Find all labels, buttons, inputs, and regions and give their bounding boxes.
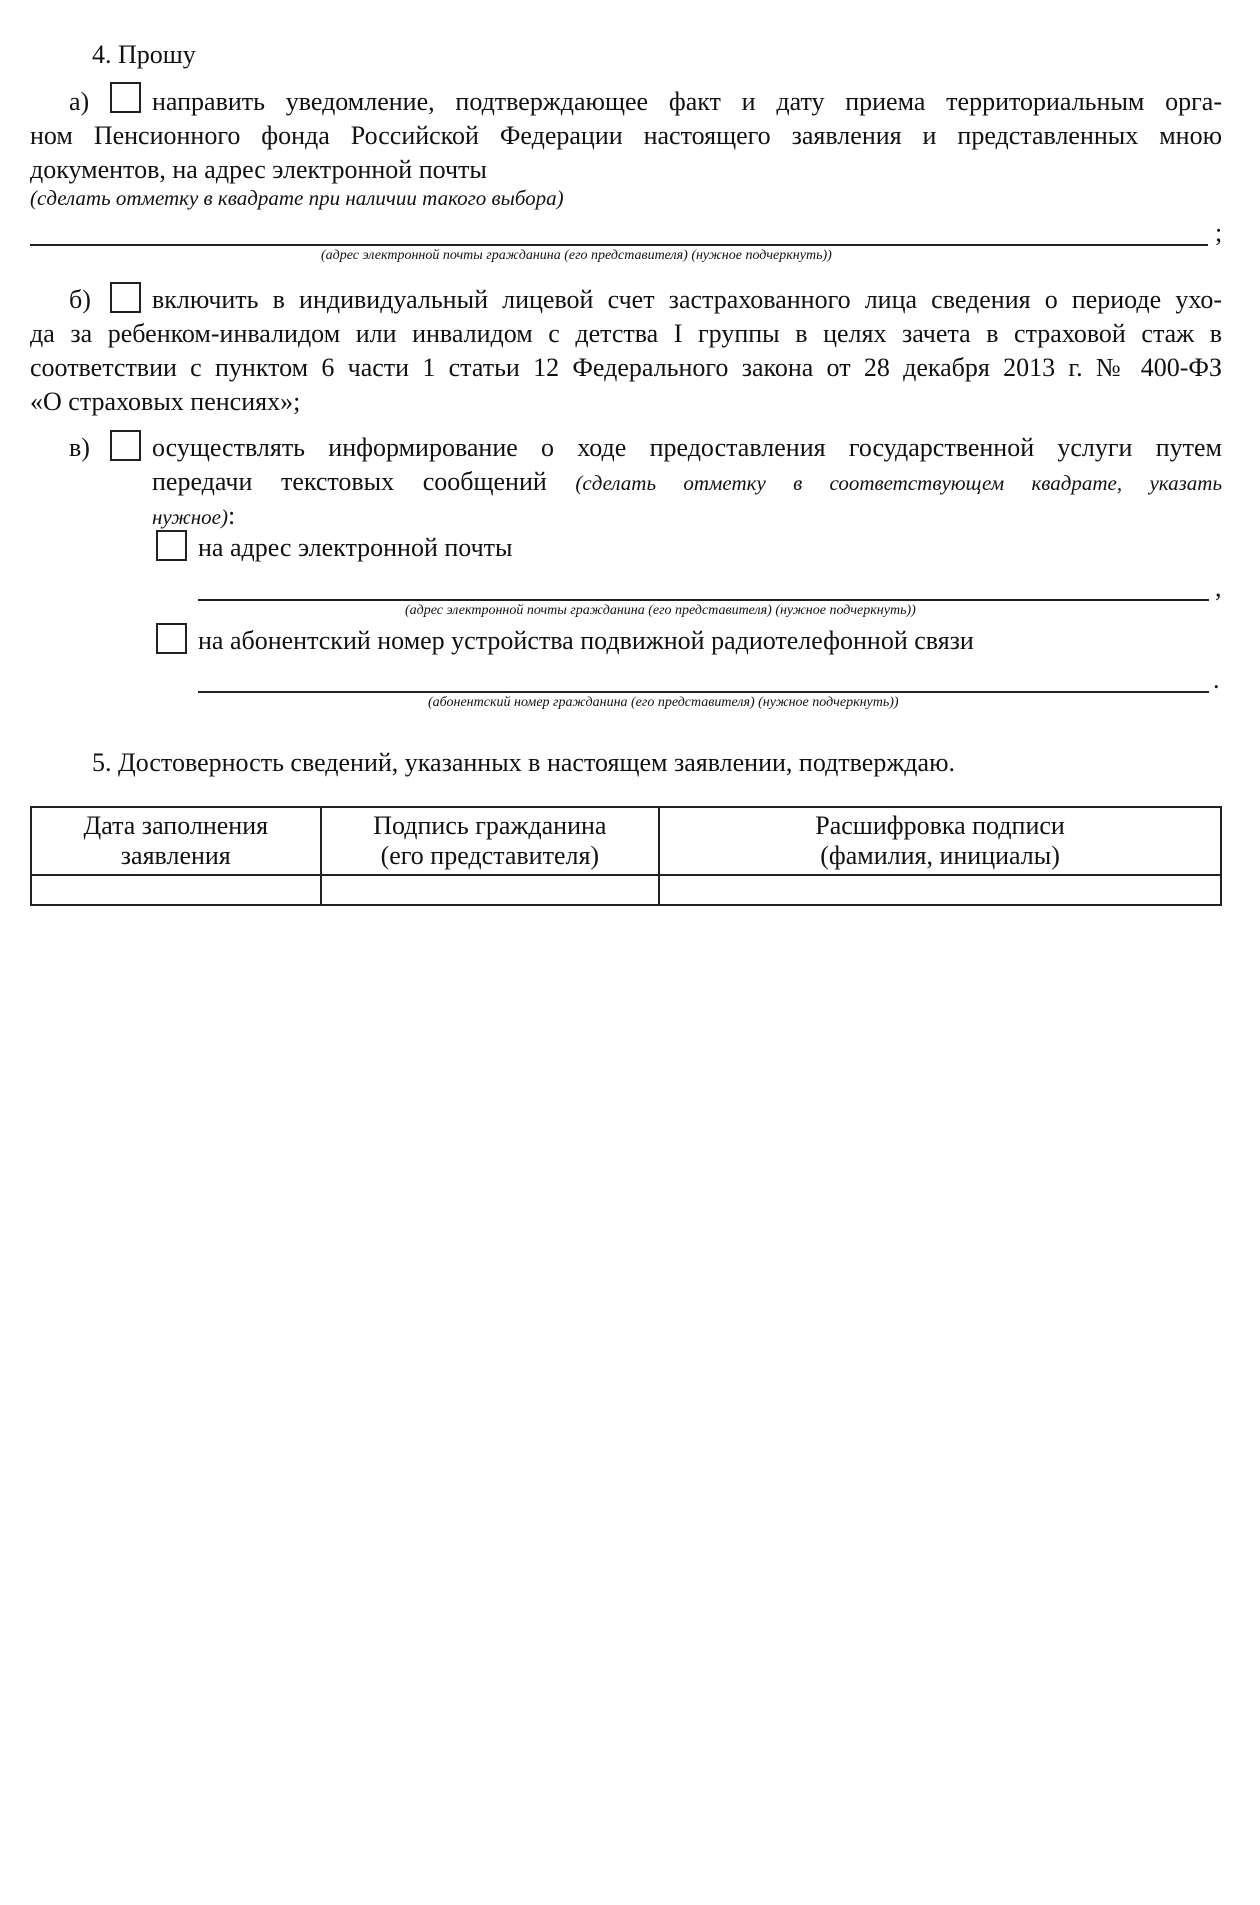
header-decoding-line2: (фамилия, инициалы) xyxy=(820,841,1060,870)
item-a-text-line3: документов, на адрес электронной почты xyxy=(30,155,487,184)
option-email-line-end: , xyxy=(1215,573,1222,602)
item-b-marker: б) xyxy=(69,285,91,314)
item-c-checkbox[interactable] xyxy=(110,430,141,461)
item-a-text-line2: ном Пенсионного фонда Российской Федерации настоящего заявления и представленных мною xyxy=(30,121,1222,150)
item-a-checkbox[interactable] xyxy=(110,82,141,113)
option-email-checkbox[interactable] xyxy=(156,530,187,561)
option-phone-caption: (абонентский номер гражданина (его представителя) (нужное подчеркнуть)) xyxy=(428,695,899,710)
item-b-text-line4: «О страховых пенсиях»; xyxy=(30,387,301,416)
decoding-entry-cell[interactable] xyxy=(659,875,1221,905)
option-email-caption: (адрес электронной почты гражданина (его представителя) (нужное подчеркнуть)) xyxy=(405,603,916,618)
section-4-heading: 4. Прошу xyxy=(92,40,196,69)
option-phone-label: на абонентский номер устройства подвижной радиотелефонной связи xyxy=(198,626,974,655)
item-b-text-line2: да за ребенком-инвалидом или инвалидом с детства I группы в целях зачета в страховой стаж в xyxy=(30,319,1222,348)
signature-entry-cell[interactable] xyxy=(321,875,660,905)
header-date-line1: Дата заполнения xyxy=(83,811,269,840)
section-5-text: 5. Достоверность сведений, указанных в настоящем заявлении, подтверждаю. xyxy=(92,748,955,777)
item-a-marker: а) xyxy=(69,87,90,116)
item-b-text-line3: соответствии с пунктом 6 части 1 статьи 12 Федерального закона от 28 декабря 2013 г. № 400-ФЗ xyxy=(30,353,1222,382)
header-signature xyxy=(321,807,660,875)
item-b-checkbox[interactable] xyxy=(110,282,141,313)
option-phone-line[interactable] xyxy=(198,691,1209,693)
option-phone-line-end: . xyxy=(1213,665,1220,694)
header-signature-line1: Подпись гражданина xyxy=(373,811,607,840)
item-c-text-line2-note: (сделать отметку в соответствующем квадрате, указать xyxy=(575,471,1222,495)
item-a-email-line[interactable] xyxy=(30,244,1208,246)
signature-table-entry-row xyxy=(31,875,1221,905)
header-date-line2: заявления xyxy=(120,841,231,870)
signature-table-header-row xyxy=(31,807,1221,875)
header-decoding-line1: Расшифровка подписи xyxy=(815,811,1065,840)
item-a-note: (сделать отметку в квадрате при наличии такого выбора) xyxy=(30,186,564,210)
item-c-text-line1: осуществлять информирование о ходе предоставления государственной услуги путем xyxy=(152,433,1222,462)
option-phone-checkbox[interactable] xyxy=(156,623,187,654)
item-c-text-line2 xyxy=(152,464,1222,501)
item-b-text-line1: включить в индивидуальный лицевой счет застрахованного лица сведения о периоде ухо- xyxy=(152,285,1222,314)
item-a-text-line1: направить уведомление, подтверждающее факт и дату приема территориальным орга- xyxy=(152,87,1222,116)
header-signature-line2: (его представителя) xyxy=(380,841,600,870)
item-a-line-end: ; xyxy=(1215,218,1223,247)
date-entry-cell[interactable] xyxy=(31,875,321,905)
item-a-email-caption: (адрес электронной почты гражданина (его представителя) (нужное подчеркнуть)) xyxy=(321,248,832,263)
option-email-line[interactable] xyxy=(198,599,1209,601)
item-c-text-line3-colon: : xyxy=(227,501,236,530)
item-c-text-line3-note: нужное) xyxy=(152,505,228,529)
header-signature-decoding xyxy=(659,807,1221,875)
header-date xyxy=(31,807,321,875)
item-c-text-line2-main: передачи текстовых сообщений xyxy=(152,467,547,496)
option-email-label: на адрес электронной почты xyxy=(198,533,513,562)
signature-table xyxy=(30,806,1222,906)
item-c-marker: в) xyxy=(69,433,90,462)
